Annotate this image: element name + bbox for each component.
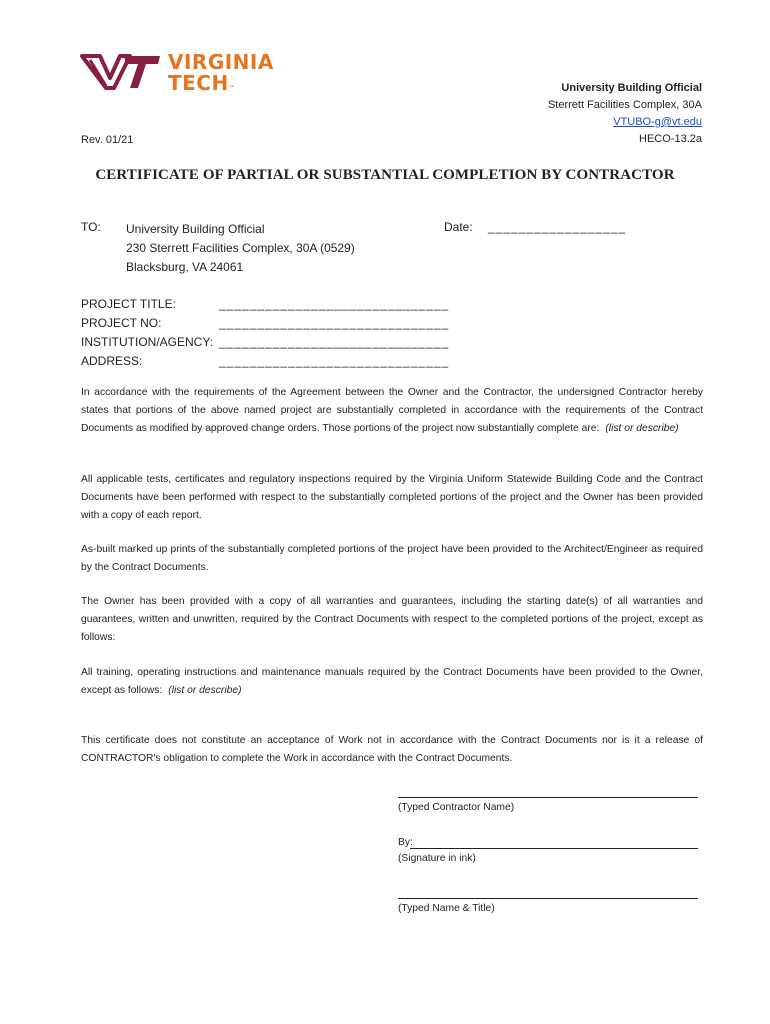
office-email-link[interactable]: VTUBO-g@vt.edu xyxy=(613,116,702,128)
vt-monogram-icon xyxy=(80,52,162,92)
revision-label: Rev. 01/21 xyxy=(81,134,134,146)
to-address xyxy=(126,220,355,277)
logo-wordmark xyxy=(168,52,274,99)
contractor-name-line[interactable] xyxy=(398,797,698,798)
project-title-field[interactable]: ______________________________ xyxy=(219,297,450,311)
paragraph-disclaimer: This certificate does not constitute an acceptance of Work not in accordance with the Contract Documents nor is it a release of CONTRACTOR's obligation to complete the Work in accordance with the Contract Documents. xyxy=(81,735,703,764)
paragraph-substantial-completion xyxy=(81,384,703,438)
logo-line2: TECH xyxy=(168,71,229,95)
name-title-label: (Typed Name & Title) xyxy=(398,903,495,914)
institution-agency-field[interactable]: ______________________________ xyxy=(219,335,450,349)
to-line3: Blacksburg, VA 24061 xyxy=(126,260,244,274)
virginia-tech-logo xyxy=(80,52,300,96)
office-address: Sterrett Facilities Complex, 30A xyxy=(547,99,702,111)
paragraph-tests-inspections: All applicable tests, certificates and regulatory inspections required by the Virginia Uniform Statewide Building Code and the Contract Documents have been performed with respect to the substantially completed portions of the project and the Owner has been provided with a copy of each report. xyxy=(81,474,703,521)
to-label: TO: xyxy=(81,220,101,234)
project-fields xyxy=(219,295,449,371)
institution-agency-label: INSTITUTION/AGENCY: xyxy=(81,335,214,349)
name-title-line[interactable] xyxy=(398,898,698,899)
signature-label: (Signature in ink) xyxy=(398,853,476,864)
to-line1: University Building Official xyxy=(126,222,265,236)
date-label: Date: xyxy=(444,220,473,234)
form-id: HECO-13.2a xyxy=(639,133,702,145)
logo-line1: VIRGINIA xyxy=(168,50,274,74)
by-label: By: xyxy=(398,837,413,848)
office-name: University Building Official xyxy=(561,82,702,94)
contractor-name-label: (Typed Contractor Name) xyxy=(398,802,515,813)
paragraph-1-text: In accordance with the requirements of the Agreement between the Owner and the Contractor, the undersigned Contractor hereby states that portions of the above named project are substantially completed in accordance with the requirements of the Contract Documents as modified by approved change orders. Those portions of the project now substantially complete are: xyxy=(81,387,703,434)
date-field[interactable]: __________________ xyxy=(488,220,627,234)
project-title-label: PROJECT TITLE: xyxy=(81,297,176,311)
address-label: ADDRESS: xyxy=(81,354,143,368)
paragraph-5-text: All training, operating instructions and maintenance manuals required by the Contract Documents have been provided to the Owner, except as follows: xyxy=(81,667,703,696)
project-no-label: PROJECT NO: xyxy=(81,316,162,330)
project-no-field[interactable]: ______________________________ xyxy=(219,316,450,330)
paragraph-warranties: The Owner has been provided with a copy of all warranties and guarantees, including the starting date(s) of all warranties and guarantees, written and unwritten, required by the Contract Documents with respect to the completed portions of the project, except as follows: xyxy=(81,596,703,643)
signature-line[interactable] xyxy=(410,848,698,849)
document-title: CERTIFICATE OF PARTIAL OR SUBSTANTIAL COMPLETION BY CONTRACTOR xyxy=(95,167,675,183)
logo-trademark: ™ xyxy=(228,85,236,92)
to-line2: 230 Sterrett Facilities Complex, 30A (0529) xyxy=(126,241,355,255)
paragraph-training-manuals xyxy=(81,664,703,700)
office-header xyxy=(548,80,702,148)
project-labels xyxy=(81,295,213,371)
list-or-describe-hint-2: (list or describe) xyxy=(168,685,242,696)
paragraph-as-built: As-built marked up prints of the substantially completed portions of the project have been provided to the Architect/Engineer as required by the Contract Documents. xyxy=(81,544,703,573)
list-or-describe-hint: (list or describe) xyxy=(605,423,679,434)
address-field[interactable]: ______________________________ xyxy=(219,354,450,368)
